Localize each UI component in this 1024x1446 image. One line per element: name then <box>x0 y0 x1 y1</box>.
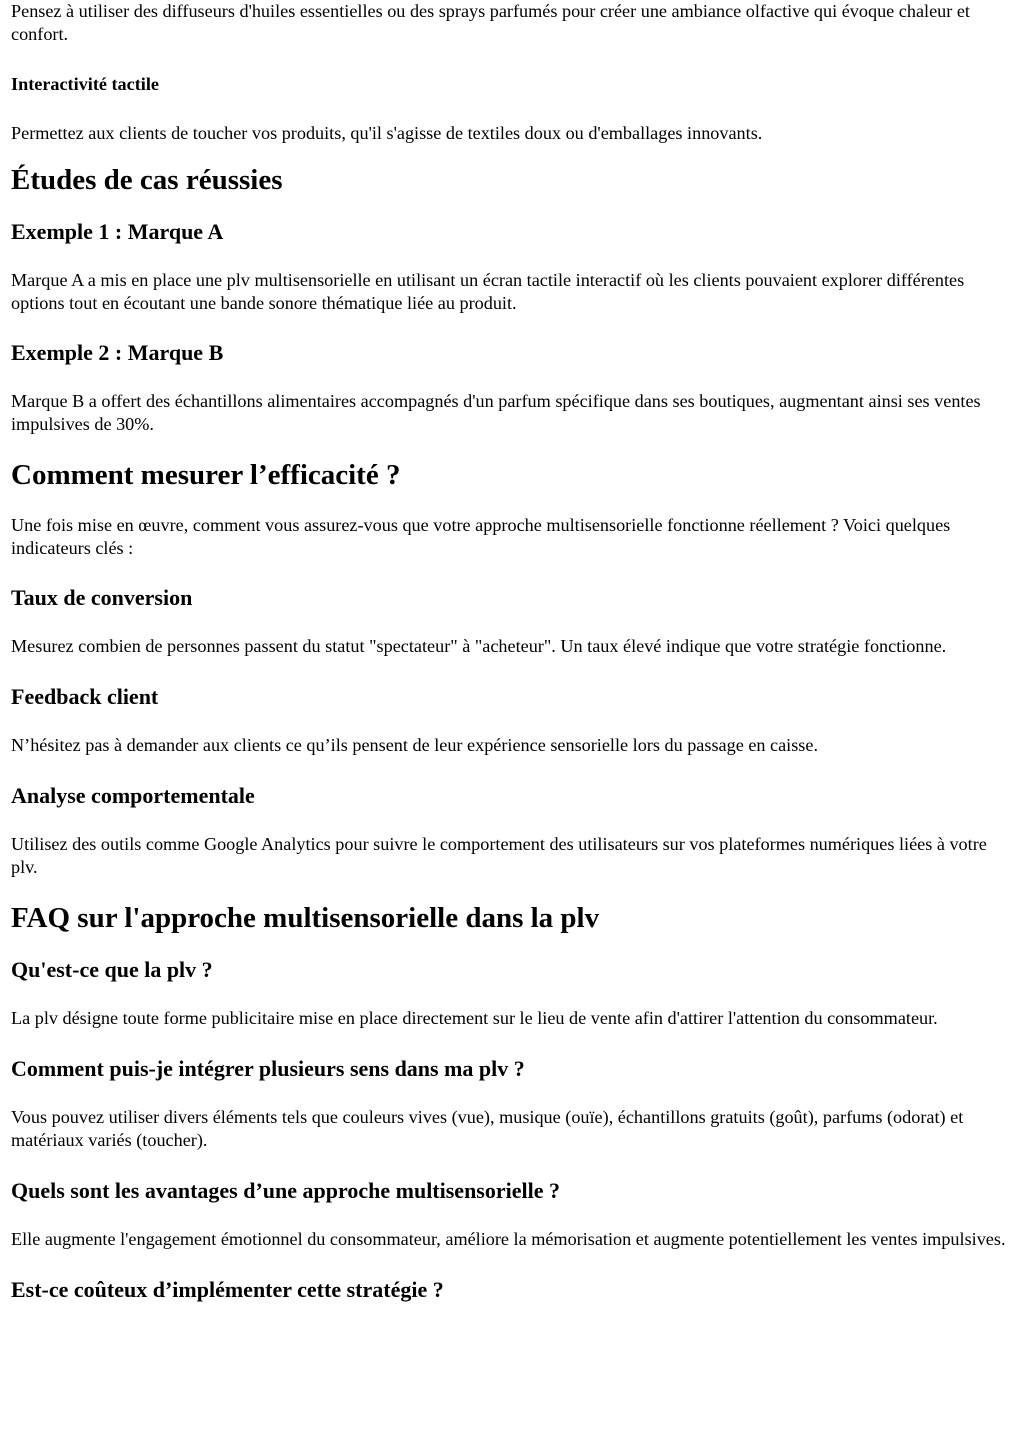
feedback-heading: Feedback client <box>11 684 159 709</box>
example2-heading: Exemple 2 : Marque B <box>11 340 224 365</box>
behavior-heading: Analyse comportementale <box>11 783 255 808</box>
faq-question-4: Est-ce coûteux d’implémenter cette stratégie ? <box>11 1277 444 1302</box>
behavior-paragraph: Utilisez des outils comme Google Analytics pour suivre le comportement des utilisateurs sur vos plateformes numériques liées à votre plv. <box>11 834 987 877</box>
measure-intro-paragraph: Une fois mise en œuvre, comment vous assurez-vous que votre approche multisensorielle fonctionne réellement ? Voici quelques indicateurs clés : <box>11 515 951 558</box>
faq-answer-1: La plv désigne toute forme publicitaire mise en place directement sur le lieu de vente afin d'attirer l'attention du consommateur. <box>11 1008 938 1028</box>
case-studies-heading: Études de cas réussies <box>11 164 283 196</box>
faq-question-2: Comment puis-je intégrer plusieurs sens dans ma plv ? <box>11 1056 525 1081</box>
touch-paragraph: Permettez aux clients de toucher vos produits, qu'il s'agisse de textiles doux ou d'emballages innovants. <box>11 123 763 143</box>
faq-answer-2: Vous pouvez utiliser divers éléments tels que couleurs vives (vue), musique (ouïe), échantillons gratuits (goût), parfums (odorat) et matériaux variés (toucher). <box>11 1107 964 1150</box>
conversion-heading: Taux de conversion <box>11 585 193 610</box>
faq-heading: FAQ sur l'approche multisensorielle dans la plv <box>11 902 600 934</box>
example1-paragraph: Marque A a mis en place une plv multisensorielle en utilisant un écran tactile interactif où les clients pouvaient explorer différentes options tout en écoutant une bande sonore thématique liée au produit. <box>11 270 965 313</box>
example2-paragraph: Marque B a offert des échantillons alimentaires accompagnés d'un parfum spécifique dans ses boutiques, augmentant ainsi ses ventes impulsives de 30%. <box>11 391 981 434</box>
intro-paragraph: Pensez à utiliser des diffuseurs d'huiles essentielles ou des sprays parfumés pour créer une ambiance olfactive qui évoque chaleur et confort. <box>11 1 970 44</box>
measure-heading: Comment mesurer l’efficacité ? <box>11 459 401 491</box>
faq-answer-3: Elle augmente l'engagement émotionnel du consommateur, améliore la mémorisation et augmente potentiellement les ventes impulsives. <box>11 1229 1006 1249</box>
touch-heading: Interactivité tactile <box>11 74 159 94</box>
example1-heading: Exemple 1 : Marque A <box>11 219 224 244</box>
faq-question-3: Quels sont les avantages d’une approche multisensorielle ? <box>11 1178 561 1203</box>
faq-question-1: Qu'est-ce que la plv ? <box>11 957 213 982</box>
feedback-paragraph: N’hésitez pas à demander aux clients ce qu’ils pensent de leur expérience sensorielle lors du passage en caisse. <box>11 735 819 755</box>
conversion-paragraph: Mesurez combien de personnes passent du statut "spectateur" à "acheteur". Un taux élevé indique que votre stratégie fonctionne. <box>11 636 947 656</box>
